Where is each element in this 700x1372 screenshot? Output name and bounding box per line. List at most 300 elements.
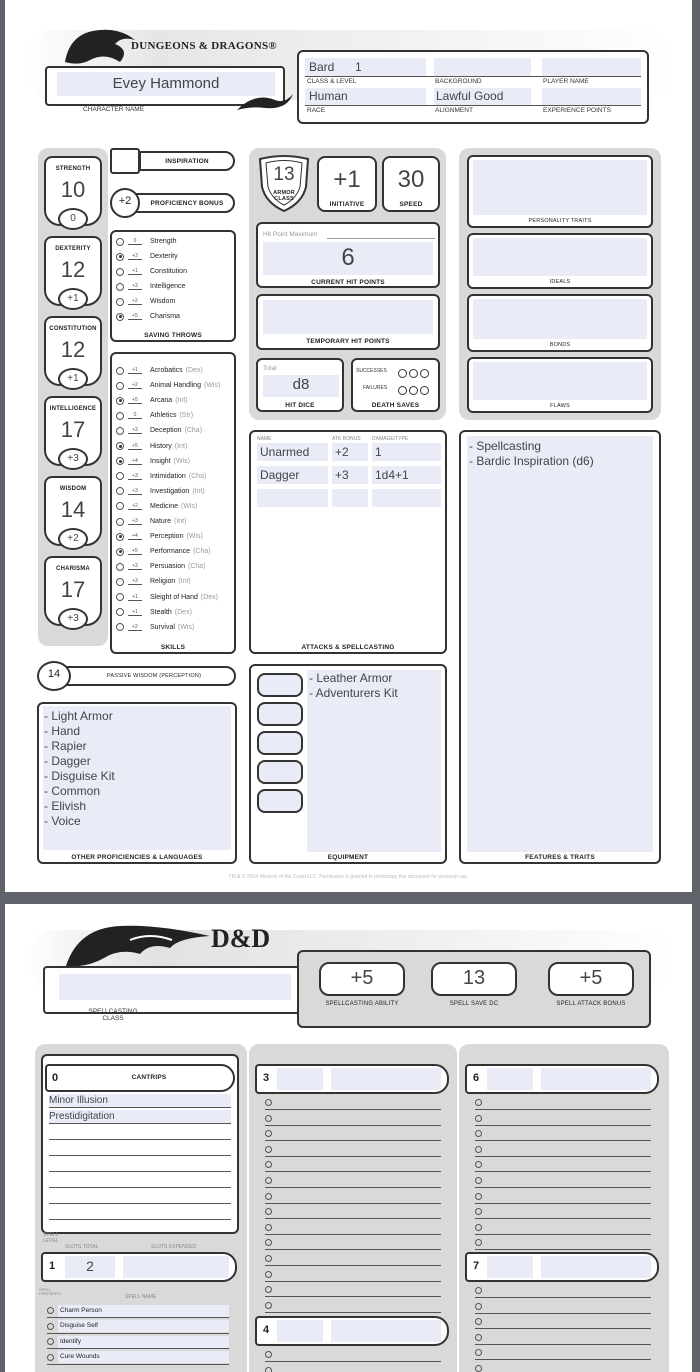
ability-modifier: +3	[67, 453, 79, 464]
spell-prepared-circle[interactable]	[265, 1224, 272, 1231]
level1-number: 1	[48, 1260, 56, 1272]
coin-field[interactable]	[257, 673, 303, 697]
attacks-header-bonus: ATK BONUS	[332, 436, 361, 442]
features-label: FEATURES & TRAITS	[525, 854, 595, 861]
list-item: - Light Armor	[44, 709, 113, 723]
proficiencies-list	[44, 709, 115, 829]
slots-expended-label: SLOTS EXPENDED	[151, 1244, 197, 1250]
saving-throw-row[interactable]	[116, 249, 178, 264]
spell-line[interactable]	[265, 1299, 441, 1313]
spell-line[interactable]	[265, 1221, 441, 1235]
spell-line[interactable]	[475, 1190, 651, 1204]
skill-name: Animal Handling	[150, 382, 201, 390]
info-line-1	[305, 76, 641, 77]
spell-line[interactable]	[475, 1300, 651, 1314]
current-hp-value: 6	[341, 244, 355, 271]
alignment-label: ALIGNMENT	[435, 107, 473, 114]
spell-prepared-circle[interactable]	[265, 1193, 272, 1200]
spell-line[interactable]	[475, 1143, 651, 1157]
cantrip-line[interactable]	[49, 1206, 231, 1220]
skill-name: Stealth	[150, 608, 172, 616]
proficiency-dot[interactable]	[116, 533, 124, 541]
attack-bonus-field[interactable]	[332, 489, 368, 507]
coin-field[interactable]	[257, 702, 303, 726]
spell-line[interactable]	[475, 1362, 651, 1372]
coin-field[interactable]	[257, 760, 303, 784]
successes-label: SUCCESSES	[356, 368, 387, 374]
attacks-header-damage: DAMAGE/TYPE	[372, 436, 409, 442]
spell-name: Charm Person	[58, 1305, 229, 1317]
spell-line[interactable]	[475, 1346, 651, 1360]
saving-throw-mod: +1	[128, 268, 142, 275]
saving-throw-row[interactable]	[116, 309, 180, 324]
saving-throw-name: Strength	[150, 238, 177, 245]
skill-ability: (Wis)	[177, 623, 195, 631]
cantrip-line[interactable]	[49, 1158, 231, 1172]
failure-circle[interactable]	[409, 386, 418, 395]
skill-ability: (Int)	[178, 578, 191, 586]
saving-throw-row[interactable]	[116, 264, 187, 279]
spell-line[interactable]	[475, 1205, 651, 1219]
spell-line[interactable]	[265, 1127, 441, 1141]
saving-throw-row[interactable]	[116, 294, 175, 309]
level4-number: 4	[262, 1324, 270, 1336]
list-item: - Elivish	[44, 799, 87, 813]
skill-name: Perception	[150, 533, 184, 541]
spell-save-dc-label: SPELL SAVE DC	[449, 1001, 499, 1007]
spell-name: Disguise Self	[58, 1320, 229, 1332]
saving-throw-name: Dexterity	[150, 253, 178, 260]
ability-score[interactable]: 12	[60, 337, 86, 362]
class-level-field[interactable]	[305, 58, 426, 76]
features-field[interactable]	[467, 436, 653, 852]
skill-name: Acrobatics	[150, 367, 183, 374]
saving-throw-name: Constitution	[150, 268, 187, 275]
spell-prepared-circle[interactable]	[265, 1286, 272, 1293]
level3-expended-field[interactable]	[331, 1068, 441, 1090]
flaws-label: FLAWS	[550, 403, 570, 409]
skill-row[interactable]	[116, 529, 203, 544]
spell-line[interactable]	[47, 1335, 229, 1349]
features-list	[469, 439, 594, 469]
spell-prepared-circle[interactable]	[475, 1193, 482, 1200]
skill-mod: +4	[128, 458, 142, 465]
spell-line[interactable]	[47, 1320, 229, 1334]
spell-prepared-circle[interactable]	[265, 1239, 272, 1246]
ability-score[interactable]: 14	[60, 497, 86, 522]
skill-ability: (Wis)	[181, 502, 198, 510]
proficiency-dot[interactable]	[116, 253, 124, 261]
saving-throw-name: Charisma	[150, 313, 180, 320]
skill-mod: +4	[128, 533, 142, 540]
inspiration-checkbox[interactable]	[110, 148, 140, 174]
skill-ability: (Cha)	[188, 563, 206, 571]
proficiency-dot[interactable]	[116, 487, 124, 495]
spell-line[interactable]	[475, 1221, 651, 1235]
bonds-label: BONDS	[549, 342, 571, 348]
skill-name: Arcana	[150, 397, 173, 405]
attack-damage-field[interactable]	[372, 489, 441, 507]
proficiency-dot[interactable]	[116, 442, 124, 450]
spell-name-label: SPELL NAME	[125, 1294, 157, 1300]
saving-throw-row[interactable]	[116, 234, 176, 249]
spellcasting-ability-value: +5	[350, 967, 374, 989]
skill-name: History	[150, 442, 172, 450]
list-item: - Common	[44, 784, 101, 798]
skill-row[interactable]	[116, 378, 220, 393]
cantrip-line[interactable]	[49, 1190, 231, 1204]
skill-row[interactable]	[116, 544, 211, 559]
spell-prepared-circle[interactable]	[475, 1224, 482, 1231]
skill-row[interactable]	[116, 514, 186, 529]
proficiency-dot[interactable]	[116, 367, 124, 375]
ability-name: CONSTITUTION	[49, 326, 97, 332]
spell-line[interactable]	[265, 1252, 441, 1266]
copyright-footer: TM & © 2014 Wizards of the Coast LLC. Permission is granted to photocopy this document for personal use.	[228, 874, 469, 880]
proficiencies-label: OTHER PROFICIENCIES & LANGUAGES	[71, 854, 203, 861]
level4-slots-field[interactable]	[277, 1320, 323, 1342]
proficiency-dot[interactable]	[116, 518, 124, 526]
attack-name: Unarmed	[260, 445, 310, 459]
bonds-field[interactable]	[473, 299, 647, 339]
spell-prepared-label: SPELL PREPARED	[39, 1287, 61, 1296]
proficiency-dot[interactable]	[116, 427, 124, 435]
list-item: - Bardic Inspiration (d6)	[469, 454, 594, 468]
proficiency-dot[interactable]	[116, 397, 124, 405]
proficiency-bonus-label: PROFICIENCY BONUS	[150, 200, 224, 207]
ability-name: STRENGTH	[55, 166, 91, 172]
list-item: - Dagger	[44, 754, 91, 768]
spell-prepared-circle[interactable]	[475, 1365, 482, 1372]
attacks-box	[249, 430, 447, 654]
success-circle[interactable]	[420, 369, 429, 378]
equipment-label: EQUIPMENT	[327, 854, 369, 861]
skill-row[interactable]	[116, 574, 191, 589]
proficiency-dot[interactable]	[116, 593, 124, 601]
skill-name: Survival	[150, 623, 175, 631]
speed-label: SPEED	[399, 201, 423, 208]
spell-line[interactable]	[475, 1096, 651, 1110]
player-name-field[interactable]	[542, 58, 641, 76]
cantrips-level: 0	[51, 1072, 59, 1084]
ability-name: INTELLIGENCE	[49, 406, 97, 412]
hit-dice-label: HIT DICE	[285, 402, 315, 409]
spell-line[interactable]	[475, 1112, 651, 1126]
spell-line[interactable]	[265, 1174, 441, 1188]
spell-line[interactable]	[265, 1268, 441, 1282]
skill-name: Persuasion	[150, 563, 186, 571]
death-saves-label: DEATH SAVES	[371, 402, 420, 409]
spell-prepared-circle[interactable]	[265, 1099, 272, 1106]
spell-prepared-circle[interactable]	[265, 1302, 272, 1309]
spell-prepared-circle[interactable]	[475, 1099, 482, 1106]
skill-row[interactable]	[116, 499, 197, 514]
ability-score[interactable]: 12	[60, 257, 86, 282]
skill-ability: (Int)	[174, 442, 188, 450]
spell-line[interactable]	[265, 1143, 441, 1157]
coin-field[interactable]	[257, 789, 303, 813]
spell-prepared-circle[interactable]	[475, 1161, 482, 1168]
level7-slots-field[interactable]	[487, 1256, 533, 1278]
spell-line[interactable]	[475, 1331, 651, 1345]
spell-prepared-circle[interactable]	[265, 1161, 272, 1168]
saving-throw-mod: +3	[128, 283, 142, 290]
spell-save-dc-value: 13	[462, 967, 486, 989]
saving-throw-row[interactable]	[116, 279, 185, 294]
proficiency-dot[interactable]	[116, 457, 124, 465]
ability-modifier: 0	[70, 213, 76, 224]
slots-total-label: SLOTS TOTAL	[65, 1244, 99, 1250]
spell-line[interactable]	[475, 1236, 651, 1250]
alignment-field[interactable]	[434, 88, 531, 105]
spell-prepared-circle[interactable]	[475, 1115, 482, 1122]
failure-circle[interactable]	[398, 386, 407, 395]
race-label: RACE	[307, 107, 326, 114]
hit-dice-total-label: Total	[263, 365, 277, 372]
spell-line[interactable]	[475, 1315, 651, 1329]
proficiency-dot[interactable]	[116, 608, 124, 616]
ideals-label: IDEALS	[549, 279, 571, 285]
spell-prepared-circle[interactable]	[265, 1271, 272, 1278]
proficiency-dot[interactable]	[116, 238, 124, 246]
skill-mod: +3	[128, 427, 142, 434]
character-sheet-page-1	[5, 0, 692, 892]
skill-row[interactable]	[116, 393, 188, 408]
ability-score[interactable]: 17	[60, 417, 86, 442]
passive-wisdom-label: PASSIVE WISDOM (PERCEPTION)	[106, 673, 202, 679]
skill-row[interactable]	[116, 408, 193, 423]
spell-attack-bonus-value: +5	[579, 967, 603, 989]
level4-expended-field[interactable]	[331, 1320, 441, 1342]
skill-name: Medicine	[150, 502, 179, 510]
ability-name: DEXTERITY	[55, 246, 91, 252]
cantrip-line[interactable]	[49, 1126, 231, 1140]
proficiency-dot[interactable]	[116, 472, 124, 480]
failure-circle[interactable]	[420, 386, 429, 395]
ability-name: CHARISMA	[56, 566, 90, 572]
attacks-label: ATTACKS & SPELLCASTING	[301, 644, 395, 651]
ability-modifier: +3	[67, 613, 79, 624]
saving-throws-label: SAVING THROWS	[144, 332, 202, 339]
level7-expended-field[interactable]	[541, 1256, 651, 1278]
skill-row[interactable]	[116, 590, 218, 605]
spell-prepared-circle[interactable]	[475, 1334, 482, 1341]
skill-ability: (Dex)	[174, 608, 192, 616]
level6-slots-field[interactable]	[487, 1068, 533, 1090]
level7-number: 7	[472, 1260, 480, 1272]
skill-ability: (Int)	[174, 518, 187, 525]
skill-row[interactable]	[116, 620, 194, 635]
saving-throw-mod: +2	[128, 298, 142, 305]
success-circle[interactable]	[409, 369, 418, 378]
proficiency-dot[interactable]	[116, 298, 124, 306]
success-circle[interactable]	[398, 369, 407, 378]
failures-label: FAILURES	[363, 385, 388, 391]
spell-line[interactable]	[47, 1304, 229, 1318]
skill-name: Investigation	[150, 487, 190, 495]
spell-prepared-circle[interactable]	[47, 1354, 54, 1361]
spell-prepared-circle[interactable]	[475, 1146, 482, 1153]
spell-line[interactable]	[475, 1174, 651, 1188]
skill-mod: +2	[128, 624, 142, 631]
attack-damage-field[interactable]	[372, 443, 441, 461]
player-name-label: PLAYER NAME	[543, 78, 589, 85]
spell-prepared-circle[interactable]	[475, 1130, 482, 1137]
skill-row[interactable]	[116, 439, 187, 454]
spellcasting-ability-label: SPELLCASTING ABILITY	[325, 1001, 399, 1007]
skill-name: Performance	[150, 548, 191, 556]
spellcasting-class-field[interactable]	[59, 974, 291, 1000]
attack-bonus: +3	[335, 468, 349, 482]
skill-row[interactable]	[116, 454, 190, 469]
skill-row[interactable]	[116, 484, 205, 499]
cantrip-name: Prestidigitation	[49, 1111, 115, 1122]
dragon-logo-icon	[60, 22, 140, 70]
spell-line[interactable]	[47, 1351, 229, 1365]
skill-mod: +3	[128, 488, 142, 495]
saving-throw-mod: +3	[128, 253, 142, 260]
ability-score[interactable]: 10	[60, 177, 86, 202]
list-item: - Spellcasting	[469, 439, 542, 453]
ability-score[interactable]: 17	[60, 577, 86, 602]
proficiency-dot[interactable]	[116, 563, 124, 571]
proficiency-dot[interactable]	[116, 578, 124, 586]
skill-row[interactable]	[116, 363, 203, 378]
spell-line[interactable]	[265, 1205, 441, 1219]
cantrip-name: Minor Illusion	[49, 1095, 108, 1106]
skill-ability: (Int)	[192, 487, 205, 495]
spell-prepared-circle[interactable]	[265, 1367, 272, 1372]
skill-row[interactable]	[116, 423, 202, 438]
list-item: - Hand	[44, 724, 81, 738]
class-level-label: CLASS & LEVEL	[307, 78, 357, 85]
level6-expended-field[interactable]	[541, 1068, 651, 1090]
proficiency-dot[interactable]	[116, 382, 124, 390]
attack-name-field[interactable]	[257, 489, 328, 507]
skills-label: SKILLS	[160, 644, 186, 651]
spell-name: Cure Wounds	[58, 1351, 229, 1363]
spell-prepared-circle[interactable]	[47, 1338, 54, 1345]
skill-ability: (Str)	[179, 412, 194, 420]
spell-prepared-circle[interactable]	[475, 1239, 482, 1246]
list-item: - Disguise Kit	[44, 769, 115, 783]
temp-hp-field[interactable]	[263, 300, 433, 334]
proficiency-dot[interactable]	[116, 548, 124, 556]
spell-prepared-circle[interactable]	[265, 1208, 272, 1215]
ideals-field[interactable]	[473, 238, 647, 276]
current-hp-label: CURRENT HIT POINTS	[311, 279, 385, 286]
xp-field[interactable]	[542, 88, 641, 105]
spell-prepared-circle[interactable]	[265, 1177, 272, 1184]
skill-ability: (Dex)	[185, 367, 203, 374]
armor-class-value: 13	[273, 164, 295, 185]
skill-ability: (Int)	[175, 397, 188, 405]
spell-name: Identify	[58, 1336, 229, 1348]
skill-ability: (Cha)	[193, 548, 211, 556]
cantrip-line[interactable]	[49, 1142, 231, 1156]
spell-line[interactable]	[475, 1284, 651, 1298]
spell-line[interactable]	[265, 1236, 441, 1250]
spell-prepared-circle[interactable]	[475, 1318, 482, 1325]
skill-row[interactable]	[116, 605, 192, 620]
spell-prepared-circle[interactable]	[47, 1307, 54, 1314]
spell-line[interactable]	[475, 1127, 651, 1141]
hp-max-label: Hit Point Maximum	[263, 231, 318, 238]
proficiency-dot[interactable]	[116, 623, 124, 631]
spell-prepared-circle[interactable]	[265, 1130, 272, 1137]
ability-modifier: +1	[67, 293, 79, 304]
skill-row[interactable]	[116, 559, 206, 574]
cantrip-line[interactable]	[49, 1094, 231, 1108]
spell-line[interactable]	[265, 1190, 441, 1204]
proficiency-dot[interactable]	[116, 283, 124, 291]
skill-mod: 0	[128, 412, 142, 419]
flaws-field[interactable]	[473, 362, 647, 400]
proficiency-dot[interactable]	[116, 502, 124, 510]
skill-ability: (Wis)	[173, 457, 190, 465]
armor-class-label: ARMOR CLASS	[273, 190, 295, 202]
spell-prepared-circle[interactable]	[475, 1287, 482, 1294]
spell-prepared-circle[interactable]	[475, 1349, 482, 1356]
spell-prepared-circle[interactable]	[265, 1255, 272, 1262]
spell-line[interactable]	[475, 1158, 651, 1172]
skill-row[interactable]	[116, 469, 206, 484]
spell-line[interactable]	[265, 1096, 441, 1110]
spell-line[interactable]	[265, 1112, 441, 1126]
temp-hp-label: TEMPORARY HIT POINTS	[306, 338, 390, 345]
attack-damage: 1d4+1	[375, 468, 409, 482]
skill-name: Insight	[150, 457, 171, 465]
spell-prepared-circle[interactable]	[475, 1177, 482, 1184]
skill-ability: (Cha)	[184, 427, 203, 435]
xp-label: EXPERIENCE POINTS	[543, 107, 611, 114]
spell-level-label: SPELL LEVEL	[43, 1232, 59, 1244]
skill-mod: +2	[128, 503, 142, 510]
spell-prepared-circle[interactable]	[265, 1146, 272, 1153]
ability-name: WISDOM	[59, 486, 87, 492]
saving-throw-mod: +5	[128, 313, 142, 320]
initiative-label: INITIATIVE	[329, 201, 365, 208]
personality-traits-field[interactable]	[473, 160, 647, 215]
spell-prepared-circle[interactable]	[265, 1115, 272, 1122]
spell-line[interactable]	[265, 1364, 441, 1372]
spell-line[interactable]	[265, 1283, 441, 1297]
spell-prepared-circle[interactable]	[265, 1351, 272, 1358]
cantrip-line[interactable]	[49, 1110, 231, 1124]
attack-bonus: +2	[335, 445, 349, 459]
spell-line[interactable]	[265, 1158, 441, 1172]
hit-dice-value: d8	[292, 376, 310, 393]
spell-prepared-circle[interactable]	[47, 1323, 54, 1330]
proficiency-dot[interactable]	[116, 412, 124, 420]
class-value: Bard	[309, 60, 335, 74]
spell-prepared-circle[interactable]	[475, 1303, 482, 1310]
saving-throw-name: Intelligence	[150, 283, 186, 290]
level3-slots-field[interactable]	[277, 1068, 323, 1090]
coin-field[interactable]	[257, 731, 303, 755]
level1-slots-value: 2	[86, 1258, 94, 1274]
proficiency-dot[interactable]	[116, 313, 124, 321]
spell-line[interactable]	[265, 1348, 441, 1362]
background-field[interactable]	[434, 58, 531, 76]
skill-mod: +3	[128, 473, 142, 480]
spell-prepared-circle[interactable]	[475, 1208, 482, 1215]
proficiency-dot[interactable]	[116, 268, 124, 276]
level1-expended-field[interactable]	[123, 1256, 229, 1278]
cantrip-line[interactable]	[49, 1174, 231, 1188]
race-field[interactable]	[305, 88, 426, 105]
list-item: - Leather Armor	[309, 671, 393, 685]
